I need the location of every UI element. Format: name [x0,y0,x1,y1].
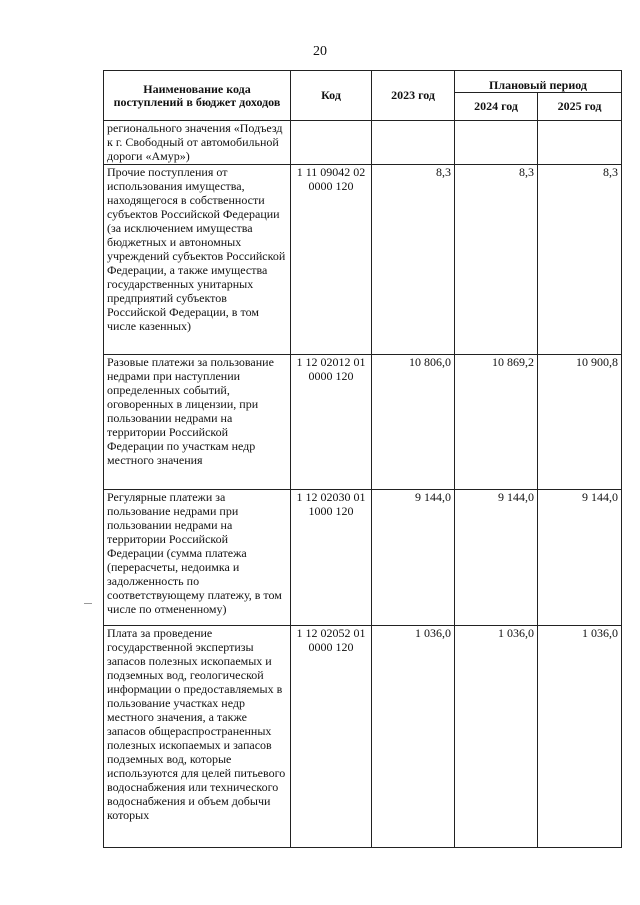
header-code: Код [291,71,372,121]
header-year-2025: 2025 год [538,93,622,121]
row-name: Плата за проведение государственной экспертизы запасов полезных ископаемых и подземных вод, геологической информации о предоставляемых в пользование участках недр местного значения, а также запасов общераспространенных полезных ископаемых и запасов подземных вод, которые используются для целей питьевого водоснабжения или технического водоснабжения и объем добычи которых [104,626,291,848]
row-value-2024: 1 036,0 [455,626,538,848]
header-year-2023: 2023 год [372,71,455,121]
row-code: 1 12 02052 01 0000 120 [291,626,372,848]
table-row [104,626,622,848]
table-row [104,165,622,355]
row-name: Прочие поступления от использования имущества, находящегося в собственности субъектов Российской Федерации (за исключением имущества бюджетных и автономных учреждений субъектов Российской Федерации, а также имущества государственных унитарных предприятий субъектов Российской Федерации, в том числе казенных) [104,165,291,355]
row-value-2024 [455,121,538,165]
row-name: Разовые платежи за пользование недрами при наступлении определенных событий, оговоренных в лицензии, при пользовании недрами на территории Российской Федерации по участкам недр местного значения [104,355,291,490]
revenue-table [103,70,622,848]
row-value-2023: 1 036,0 [372,626,455,848]
table-row [104,121,622,165]
header-year-2024: 2024 год [455,93,538,121]
row-value-2023: 8,3 [372,165,455,355]
row-value-2025: 9 144,0 [538,490,622,626]
row-value-2023 [372,121,455,165]
row-value-2023: 9 144,0 [372,490,455,626]
row-code: 1 11 09042 02 0000 120 [291,165,372,355]
row-value-2024: 9 144,0 [455,490,538,626]
header-name: Наименование кода поступлений в бюджет доходов [104,71,291,121]
scan-artifact [84,603,92,604]
header-plan-period: Плановый период [455,71,622,93]
row-value-2024: 10 869,2 [455,355,538,490]
table-row [104,490,622,626]
row-value-2025 [538,121,622,165]
row-name: Регулярные платежи за пользование недрами при пользовании недрами на территории Российской Федерации (сумма платежа (перерасчеты, недоимка и задолженность по соответствующему платежу, в том числе по отмененному) [104,490,291,626]
row-value-2023: 10 806,0 [372,355,455,490]
row-code: 1 12 02030 01 1000 120 [291,490,372,626]
row-value-2025: 10 900,8 [538,355,622,490]
row-value-2024: 8,3 [455,165,538,355]
page-number: 20 [313,44,327,59]
row-code: 1 12 02012 01 0000 120 [291,355,372,490]
row-value-2025: 1 036,0 [538,626,622,848]
row-code [291,121,372,165]
row-value-2025: 8,3 [538,165,622,355]
table-row [104,355,622,490]
row-name: регионального значения «Подъезд к г. Свободный от автомобильной дороги «Амур») [104,121,291,165]
